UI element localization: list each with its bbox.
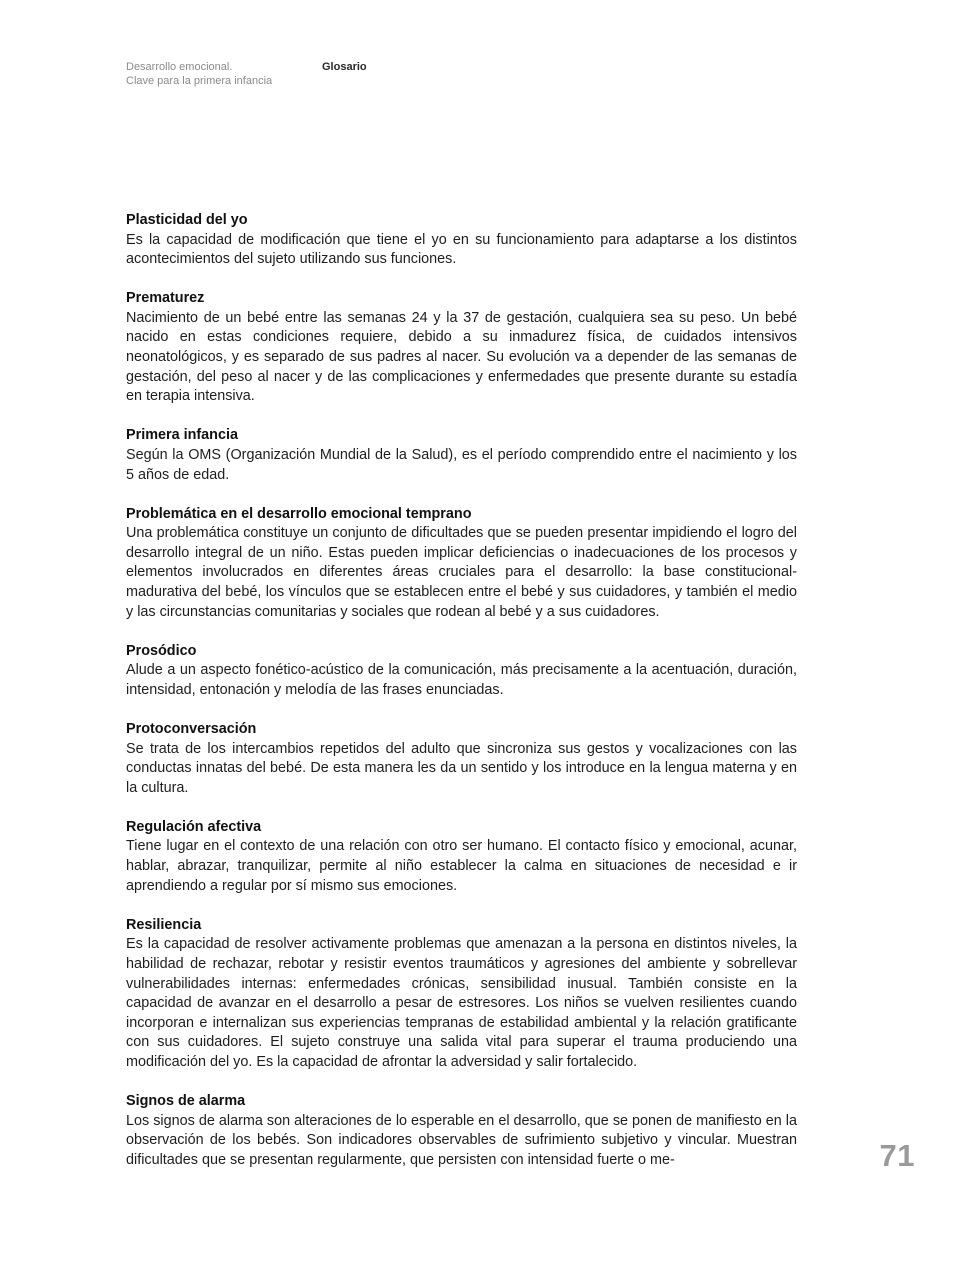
glossary-entry: [126, 916, 797, 1073]
entry-term: Regulación afectiva: [126, 818, 262, 835]
entry-term: Protoconversación: [126, 720, 257, 737]
glossary-entry: [126, 211, 797, 270]
book-title: [126, 60, 316, 88]
section-title: Glosario: [322, 61, 367, 73]
glossary-entry: [126, 818, 797, 896]
glossary-entry: [126, 289, 797, 407]
entry-definition: Nacimiento de un bebé entre las semanas 24 y la 37 de gestación, cualquiera sea su peso. Un bebé nacido en estas condiciones requiere, debido a su inmadurez física, de cuidados intensivos neonatológicos, y es separado de sus padres al nacer. Su evolución va a depender de las semanas de gestación, del peso al nacer y de las complicaciones y enfermedades que presente durante su estadía en terapia intensiva.: [126, 309, 797, 405]
entry-term: Signos de alarma: [126, 1092, 246, 1109]
page-number: 71: [879, 1138, 915, 1173]
glossary-entry: [126, 505, 797, 623]
entry-definition: Una problemática constituye un conjunto de dificultades que se pueden presentar impidiendo el logro del desarrollo integral de un niño. Estas pueden implicar deficiencias o inadecuaciones de los procesos y elementos involucrados en diferentes áreas cruciales para el desarrollo: la base constitucional-madurativa del bebé, los vínculos que se establecen entre el bebé y sus cuidadores, y también el medio y las circunstancias comunitarias y sociales que rodean al bebé y a sus cuidadores.: [126, 525, 797, 620]
entry-term: Resiliencia: [126, 916, 202, 933]
glossary-content: [126, 211, 797, 1190]
entry-definition: Alude a un aspecto fonético-acústico de la comunicación, más precisamente a la acentuación, duración, intensidad, entonación y melodía de las frases enunciadas.: [126, 662, 797, 698]
glossary-entry: [126, 1092, 797, 1170]
glossary-entry: [126, 426, 797, 485]
running-header: [126, 60, 526, 92]
entry-term: Prematurez: [126, 290, 205, 307]
glossary-entry: [126, 642, 797, 701]
glossary-entry: [126, 720, 797, 798]
book-title-line-2: Clave para la primera infancia: [126, 75, 273, 87]
entry-definition: Es la capacidad de modificación que tiene el yo en su funcionamiento para adaptarse a los distintos acontecimientos del sujeto utilizando sus funciones.: [126, 231, 797, 268]
entry-term: Problemática en el desarrollo emocional temprano: [126, 505, 472, 522]
entry-term: Prosódico: [126, 642, 197, 659]
entry-definition: Según la OMS (Organización Mundial de la Salud), es el período comprendido entre el nacimiento y los 5 años de edad.: [126, 446, 797, 483]
entry-definition: Es la capacidad de resolver activamente problemas que amenazan a la persona en distintos niveles, la habilidad de rechazar, rebotar y resistir eventos traumáticos y agresiones del ambiente y sobrellevar vulnerabilidades internas: enfermedades crónicas, sensibilidad inusual. También consiste en la capacidad de avanzar en el desarrollo a pesar de estresores. Los niños se vuelven resilientes cuando incorporan e internalizan sus experiencias tempranas de estabilidad ambiental y la relación gratificante con sus cuidadores. El sujeto construye una salida vital para superar el trauma produciendo una modificación del yo. Es la capacidad de afrontar la adversidad y salir fortalecido.: [126, 936, 797, 1070]
entry-term: Primera infancia: [126, 427, 238, 444]
book-title-line-1: Desarrollo emocional.: [126, 61, 233, 73]
entry-definition: Se trata de los intercambios repetidos del adulto que sincroniza sus gestos y vocalizaciones con las conductas innatas del bebé. De esta manera les da un sentido y los introduce en la lengua materna y en la cultura.: [126, 740, 797, 796]
entry-definition: Tiene lugar en el contexto de una relación con otro ser humano. El contacto físico y emocional, acunar, hablar, abrazar, tranquilizar, permite al niño establecer la calma en situaciones de necesidad e ir aprendiendo a regular por sí mismo sus emociones.: [126, 838, 797, 894]
entry-term: Plasticidad del yo: [126, 212, 248, 228]
entry-definition: Los signos de alarma son alteraciones de lo esperable en el desarrollo, que se ponen de manifiesto en la observación de los bebés. Son indicadores observables de sufrimiento subjetivo y vincular. Muestran dificultades que se presentan regularmente, que persisten con intensidad fuerte o me-: [126, 1112, 797, 1168]
